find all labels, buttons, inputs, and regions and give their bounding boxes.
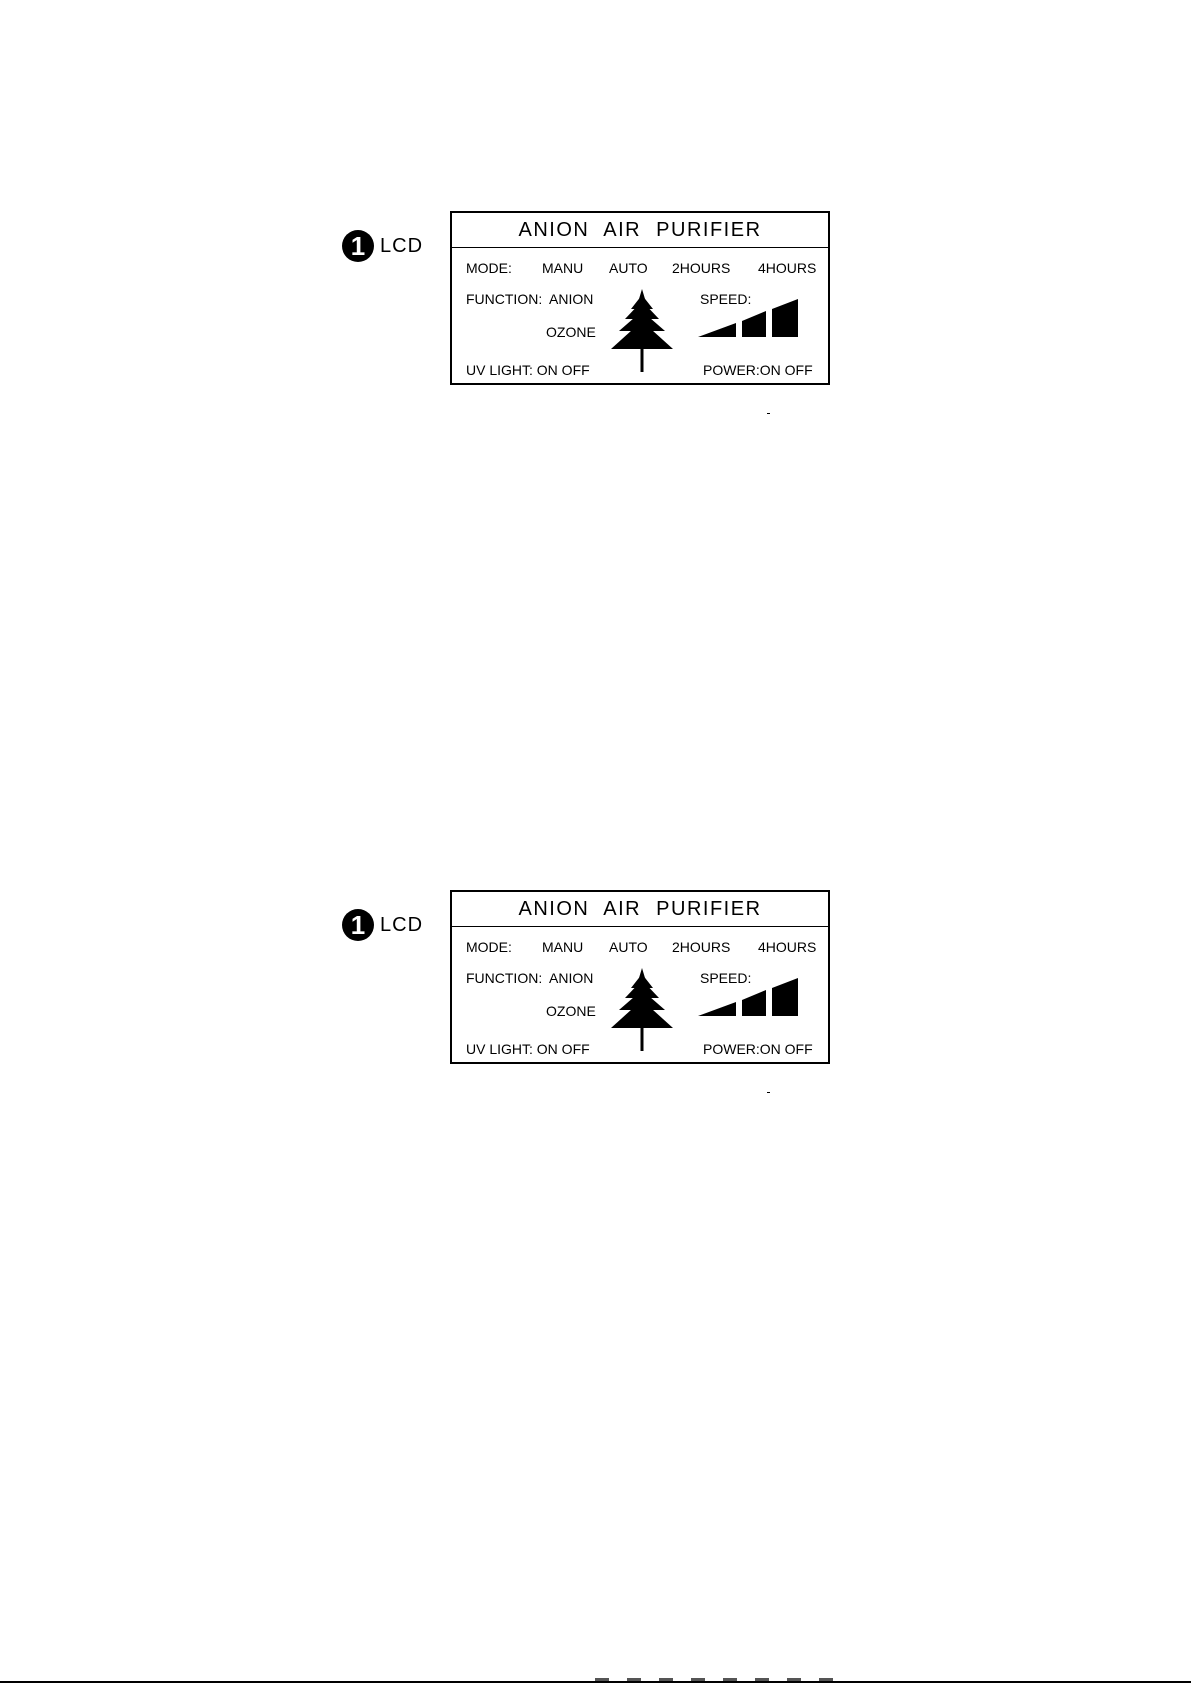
- power-status: POWER:ON OFF: [703, 1041, 813, 1057]
- speed-label: SPEED:: [700, 970, 752, 986]
- speed-bars-icon: [698, 299, 808, 339]
- mode-4hours: 4HOURS: [758, 939, 817, 955]
- mode-2hours: 2HOURS: [672, 260, 731, 276]
- mode-manu: MANU: [542, 260, 584, 276]
- lcd-figure-1: [0, 211, 1191, 431]
- cropped-text-fragment: [595, 1677, 833, 1683]
- lcd-panel: [450, 211, 830, 385]
- function-ozone: OZONE: [546, 324, 596, 340]
- lcd-panel: [450, 890, 830, 1064]
- lcd-callout: [342, 230, 423, 262]
- mode-label: MODE:: [466, 939, 512, 955]
- number-1-icon: 1: [342, 230, 374, 262]
- lcd-title: ANION AIR PURIFIER: [452, 213, 828, 248]
- lcd-label: LCD: [380, 234, 424, 257]
- lcd-callout: [342, 909, 423, 941]
- mode-auto: AUTO: [609, 939, 648, 955]
- uv-light-status: UV LIGHT: ON OFF: [466, 1041, 590, 1057]
- uv-light-status: UV LIGHT: ON OFF: [466, 362, 590, 378]
- mode-4hours: 4HOURS: [758, 260, 817, 276]
- tree-icon: [605, 968, 679, 1052]
- tree-icon: [605, 289, 679, 373]
- lcd-label: LCD: [380, 913, 424, 936]
- stray-mark: [767, 413, 770, 414]
- mode-label: MODE:: [466, 260, 512, 276]
- stray-mark: [767, 1092, 770, 1093]
- lcd-figure-2: [0, 890, 1191, 1110]
- function-label: FUNCTION:: [466, 291, 543, 307]
- function-ozone: OZONE: [546, 1003, 596, 1019]
- mode-auto: AUTO: [609, 260, 648, 276]
- function-anion: ANION: [549, 970, 594, 986]
- lcd-title: ANION AIR PURIFIER: [452, 892, 828, 927]
- power-status: POWER:ON OFF: [703, 362, 813, 378]
- speed-label: SPEED:: [700, 291, 752, 307]
- speed-bars-icon: [698, 978, 808, 1018]
- mode-manu: MANU: [542, 939, 584, 955]
- function-label: FUNCTION:: [466, 970, 543, 986]
- number-1-icon: 1: [342, 909, 374, 941]
- function-anion: ANION: [549, 291, 594, 307]
- mode-2hours: 2HOURS: [672, 939, 731, 955]
